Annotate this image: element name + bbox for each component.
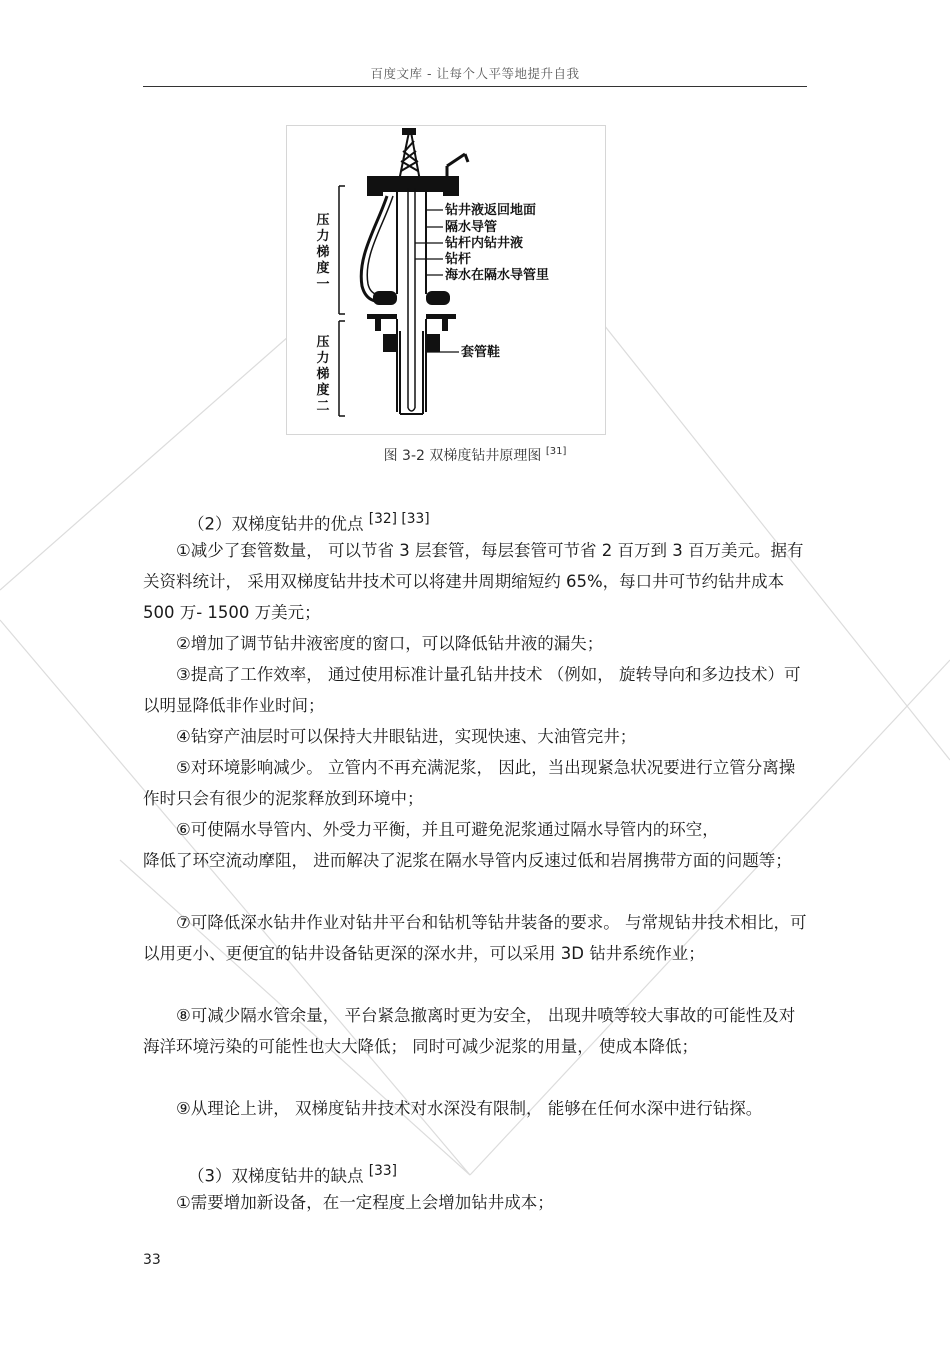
- disadvantage-1: ①需要增加新设备，在一定程度上会增加钻井成本；: [176, 1193, 554, 1212]
- advantage-8: ⑧可减少隔水管余量， 平台紧急撤离时更为安全， 出现井喷等较大事故的可能性及对海洋环境污染的可能性也大大降低； 同时可减少泥浆的用量， 使成本降低；: [143, 1006, 796, 1056]
- platform-icon: [367, 176, 459, 196]
- gradient-two-char: 二: [316, 399, 330, 414]
- label-drillpipe-fluid: 钻杆内钻井液: [445, 236, 524, 251]
- header-rule: [143, 86, 807, 87]
- page-number: 33: [143, 1252, 161, 1268]
- gradient-two-char: 度: [316, 383, 330, 398]
- advantage-4: ④钻穿产油层时可以保持大井眼钻进，实现快速、大油管完井；: [176, 727, 637, 746]
- gradient-two-char: 梯: [316, 367, 330, 382]
- advantage-5: ⑤对环境影响减少。 立管内不再充满泥浆， 因此，当出现紧急状况要进行立管分离操作时只会有很少的泥浆释放到环境中；: [143, 758, 796, 808]
- casing: [397, 319, 426, 414]
- gradient-one-char: 梯: [316, 245, 330, 260]
- label-casing-shoe: 套管鞋: [461, 345, 501, 360]
- heading-reference: [32] [33]: [368, 511, 430, 527]
- gradient-one-char: 力: [316, 229, 330, 244]
- caption-text: 图 3-2 双梯度钻井原理图: [383, 448, 542, 464]
- figure-dual-gradient-diagram: [286, 125, 606, 435]
- gradient-one-char: 度: [316, 261, 330, 276]
- heading-text: （2）双梯度钻井的优点: [188, 514, 364, 534]
- gradient-one-char: 一: [316, 277, 330, 292]
- figure-caption: [143, 445, 807, 465]
- gradient-two-char: 压: [316, 335, 330, 350]
- advantage-7: ⑦可降低深水钻井作业对钻井平台和钻机等钻井装备的要求。 与常规钻井技术相比，可以用更小、更便宜的钻井设备钻更深的深水井，可以采用 3D 钻井系统作业；: [143, 913, 807, 963]
- heading-text: （3）双梯度钻井的缺点: [188, 1166, 364, 1186]
- advantage-2: ②增加了调节钻井液密度的窗口，可以降低钻井液的漏失；: [176, 634, 604, 653]
- derrick-icon: [399, 129, 420, 181]
- riser-pipe: [397, 188, 426, 294]
- heading-reference: [33]: [368, 1163, 397, 1179]
- caption-reference: [31]: [545, 446, 567, 457]
- bop-stack-icon: [367, 291, 456, 352]
- label-drillpipe: 钻杆: [445, 252, 472, 267]
- advantage-9: ⑨从理论上讲， 双梯度钻井技术对水深没有限制， 能够在任何水深中进行钻探。: [176, 1099, 763, 1118]
- advantage-3: ③提高了工作效率， 通过使用标准计量孔钻井技术 （例如， 旋转导向和多边技术）可以明显降低非作业时间；: [143, 665, 801, 715]
- crane-icon: [447, 154, 468, 178]
- page-header: 百度文库 - 让每个人平等地提升自我: [370, 66, 580, 81]
- label-seawater-in-riser: 海水在隔水导管里: [445, 268, 550, 283]
- advantage-6: ⑥可使隔水导管内、外受力平衡，并且可避免泥浆通过隔水导管内的环空，: [176, 820, 719, 839]
- gradient-brackets: [339, 186, 345, 416]
- advantage-1: ①减少了套管数量， 可以节省 3 层套管，每层套管可节省 2 百万到 3 百万美元。据有关资料统计， 采用双梯度钻井技术可以将建井周期缩短约 65%，每口井可节约钻井成本 500 万- 1500 万美元；: [143, 541, 804, 622]
- label-mud-return: 钻井液返回地面: [445, 203, 537, 218]
- drill-pipe: [408, 188, 415, 411]
- gradient-two-char: 力: [316, 351, 330, 366]
- gradient-one-char: 压: [316, 213, 330, 228]
- label-riser: 隔水导管: [445, 220, 498, 235]
- advantage-6-continued: 降低了环空流动摩阻， 进而解决了泥浆在隔水导管内反速过低和岩屑携带方面的问题等；: [143, 851, 792, 870]
